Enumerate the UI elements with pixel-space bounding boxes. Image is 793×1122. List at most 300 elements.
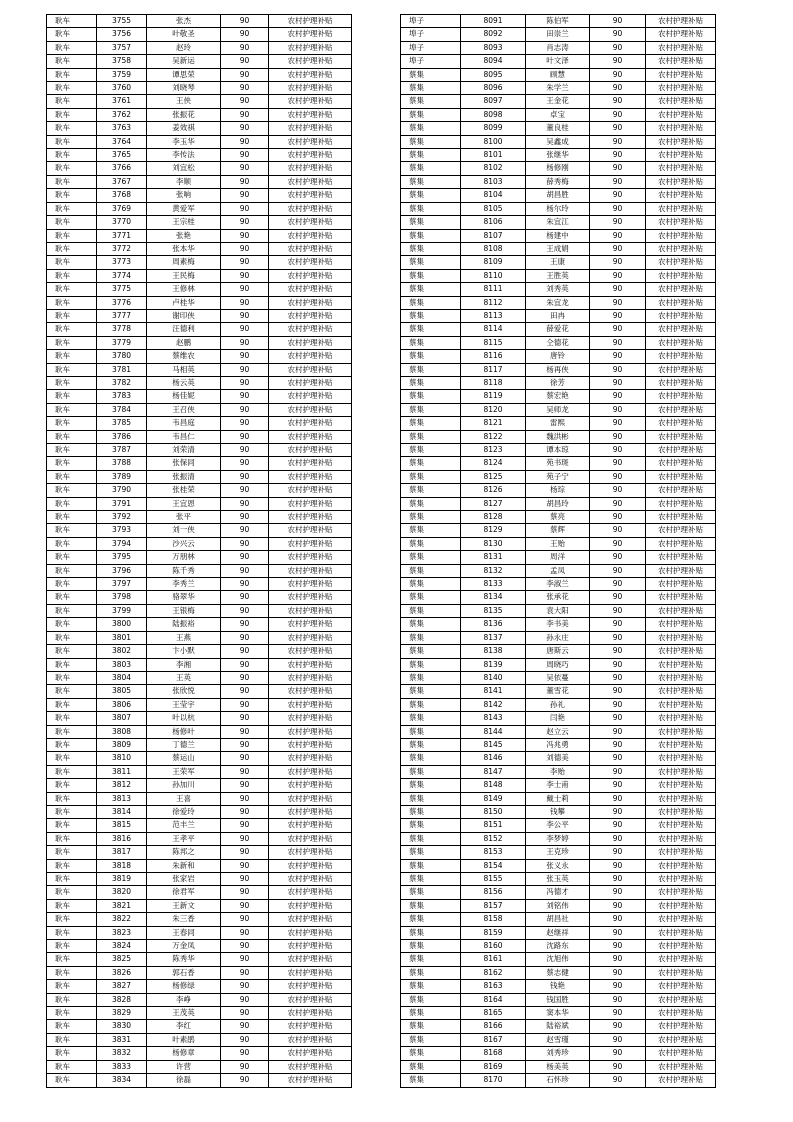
table-row xyxy=(47,390,352,403)
serial-number-cell: 8097 xyxy=(461,95,526,108)
subsidy-type-cell: 农村护理补贴 xyxy=(646,980,716,993)
table-row xyxy=(47,993,352,1006)
subsidy-type-cell: 农村护理补贴 xyxy=(269,189,352,202)
serial-number-cell: 8165 xyxy=(461,1007,526,1020)
amount-cell: 90 xyxy=(221,1047,269,1060)
serial-number-cell: 8131 xyxy=(461,551,526,564)
town-cell: 耿车 xyxy=(47,283,97,296)
town-cell: 蔡集 xyxy=(401,805,461,818)
subsidy-type-cell: 农村护理补贴 xyxy=(269,671,352,684)
name-cell: 李峥 xyxy=(147,993,221,1006)
name-cell: 王宗桂 xyxy=(147,216,221,229)
serial-number-cell: 8166 xyxy=(461,1020,526,1033)
town-cell: 蔡集 xyxy=(401,1007,461,1020)
name-cell: 杨佳妮 xyxy=(147,390,221,403)
table-row xyxy=(47,269,352,282)
town-cell: 耿车 xyxy=(47,1020,97,1033)
serial-number-cell: 8112 xyxy=(461,296,526,309)
subsidy-type-cell: 农村护理补贴 xyxy=(269,457,352,470)
name-cell: 刘晓琴 xyxy=(147,82,221,95)
serial-number-cell: 8126 xyxy=(461,484,526,497)
name-cell: 韦昌仁 xyxy=(147,430,221,443)
table-row xyxy=(47,350,352,363)
amount-cell: 90 xyxy=(221,444,269,457)
amount-cell: 90 xyxy=(221,242,269,255)
town-cell: 蔡集 xyxy=(401,1033,461,1046)
name-cell: 万金凤 xyxy=(147,940,221,953)
subsidy-type-cell: 农村护理补贴 xyxy=(269,269,352,282)
table-row xyxy=(47,336,352,349)
table-row xyxy=(47,135,352,148)
name-cell: 丁德兰 xyxy=(147,738,221,751)
subsidy-type-cell: 农村护理补贴 xyxy=(269,698,352,711)
serial-number-cell: 8155 xyxy=(461,873,526,886)
subsidy-type-cell: 农村护理补贴 xyxy=(646,725,716,738)
name-cell: 叶敬圣 xyxy=(147,28,221,41)
table-row xyxy=(401,832,716,845)
table-row xyxy=(47,752,352,765)
name-cell: 蔡运山 xyxy=(147,752,221,765)
name-cell: 苑子宁 xyxy=(526,470,590,483)
subsidy-type-cell: 农村护理补贴 xyxy=(646,738,716,751)
serial-number-cell: 3798 xyxy=(97,591,147,604)
serial-number-cell: 8095 xyxy=(461,68,526,81)
name-cell: 陈秀华 xyxy=(147,953,221,966)
table-row xyxy=(47,524,352,537)
table-row xyxy=(47,1020,352,1033)
name-cell: 张保同 xyxy=(147,457,221,470)
table-row xyxy=(401,618,716,631)
town-cell: 耿车 xyxy=(47,376,97,389)
subsidy-type-cell: 农村护理补贴 xyxy=(646,68,716,81)
name-cell: 杨美英 xyxy=(526,1060,590,1073)
name-cell: 黄爱军 xyxy=(147,202,221,215)
serial-number-cell: 3793 xyxy=(97,524,147,537)
name-cell: 沈旭伟 xyxy=(526,953,590,966)
subsidy-type-cell: 农村护理补贴 xyxy=(269,95,352,108)
name-cell: 田崇兰 xyxy=(526,28,590,41)
amount-cell: 90 xyxy=(221,256,269,269)
subsidy-type-cell: 农村护理补贴 xyxy=(269,993,352,1006)
subsidy-type-cell: 农村护理补贴 xyxy=(269,497,352,510)
table-row xyxy=(401,470,716,483)
town-cell: 耿车 xyxy=(47,591,97,604)
name-cell: 王新文 xyxy=(147,899,221,912)
table-row xyxy=(401,1047,716,1060)
table-row xyxy=(47,832,352,845)
name-cell: 蔡宏艳 xyxy=(526,390,590,403)
table-row xyxy=(401,162,716,175)
serial-number-cell: 8111 xyxy=(461,283,526,296)
name-cell: 徐君军 xyxy=(147,886,221,899)
amount-cell: 90 xyxy=(221,819,269,832)
subsidy-type-cell: 农村护理补贴 xyxy=(646,403,716,416)
name-cell: 周洋 xyxy=(526,551,590,564)
subsidy-type-cell: 农村护理补贴 xyxy=(269,631,352,644)
town-cell: 耿车 xyxy=(47,175,97,188)
town-cell: 耿车 xyxy=(47,712,97,725)
amount-cell: 90 xyxy=(221,1074,269,1087)
town-cell: 蔡集 xyxy=(401,1060,461,1073)
table-row xyxy=(47,645,352,658)
subsidy-type-cell: 农村护理补贴 xyxy=(269,738,352,751)
serial-number-cell: 8120 xyxy=(461,403,526,416)
amount-cell: 90 xyxy=(590,189,646,202)
amount-cell: 90 xyxy=(221,832,269,845)
amount-cell: 90 xyxy=(590,216,646,229)
town-cell: 蔡集 xyxy=(401,336,461,349)
table-row xyxy=(401,779,716,792)
serial-number-cell: 3791 xyxy=(97,497,147,510)
name-cell: 张桂荣 xyxy=(147,484,221,497)
amount-cell: 90 xyxy=(221,564,269,577)
table-row xyxy=(401,926,716,939)
subsidy-type-cell: 农村护理补贴 xyxy=(646,832,716,845)
town-cell: 耿车 xyxy=(47,417,97,430)
serial-number-cell: 3823 xyxy=(97,926,147,939)
table-row xyxy=(47,283,352,296)
serial-number-cell: 3833 xyxy=(97,1060,147,1073)
amount-cell: 90 xyxy=(590,524,646,537)
subsidy-type-cell: 农村护理补贴 xyxy=(646,457,716,470)
table-row xyxy=(401,68,716,81)
town-cell: 耿车 xyxy=(47,980,97,993)
town-cell: 耿车 xyxy=(47,698,97,711)
name-cell: 李红 xyxy=(147,1020,221,1033)
amount-cell: 90 xyxy=(590,913,646,926)
town-cell: 耿车 xyxy=(47,671,97,684)
subsidy-type-cell: 农村护理补贴 xyxy=(646,913,716,926)
subsidy-type-cell: 农村护理补贴 xyxy=(269,511,352,524)
town-cell: 耿车 xyxy=(47,913,97,926)
name-cell: 张义永 xyxy=(526,859,590,872)
serial-number-cell: 3810 xyxy=(97,752,147,765)
serial-number-cell: 3761 xyxy=(97,95,147,108)
name-cell: 叶文泽 xyxy=(526,55,590,68)
town-cell: 蔡集 xyxy=(401,926,461,939)
town-cell: 耿车 xyxy=(47,350,97,363)
subsidy-type-cell: 农村护理补贴 xyxy=(269,484,352,497)
right-table-body xyxy=(401,15,716,1088)
name-cell: 张家岩 xyxy=(147,873,221,886)
serial-number-cell: 8150 xyxy=(461,805,526,818)
town-cell: 蔡集 xyxy=(401,135,461,148)
serial-number-cell: 8129 xyxy=(461,524,526,537)
amount-cell: 90 xyxy=(221,175,269,188)
serial-number-cell: 3826 xyxy=(97,966,147,979)
table-row xyxy=(47,242,352,255)
amount-cell: 90 xyxy=(221,805,269,818)
name-cell: 王克珍 xyxy=(526,846,590,859)
serial-number-cell: 3767 xyxy=(97,175,147,188)
town-cell: 蔡集 xyxy=(401,376,461,389)
table-row xyxy=(401,216,716,229)
town-cell: 蔡集 xyxy=(401,698,461,711)
amount-cell: 90 xyxy=(590,591,646,604)
town-cell: 蔡集 xyxy=(401,819,461,832)
amount-cell: 90 xyxy=(590,256,646,269)
town-cell: 蔡集 xyxy=(401,1074,461,1087)
name-cell: 孙礼 xyxy=(526,698,590,711)
subsidy-type-cell: 农村护理补贴 xyxy=(269,899,352,912)
name-cell: 胡昌胜 xyxy=(526,189,590,202)
subsidy-type-cell: 农村护理补贴 xyxy=(646,444,716,457)
subsidy-type-cell: 农村护理补贴 xyxy=(646,149,716,162)
name-cell: 杨琮 xyxy=(526,484,590,497)
amount-cell: 90 xyxy=(221,698,269,711)
town-cell: 耿车 xyxy=(47,537,97,550)
town-cell: 耿车 xyxy=(47,95,97,108)
town-cell: 耿车 xyxy=(47,832,97,845)
town-cell: 埠子 xyxy=(401,28,461,41)
table-row xyxy=(47,551,352,564)
serial-number-cell: 8116 xyxy=(461,350,526,363)
town-cell: 耿车 xyxy=(47,953,97,966)
serial-number-cell: 3755 xyxy=(97,15,147,28)
name-cell: 谭本琼 xyxy=(526,444,590,457)
subsidy-type-cell: 农村护理补贴 xyxy=(269,135,352,148)
town-cell: 耿车 xyxy=(47,511,97,524)
serial-number-cell: 8135 xyxy=(461,604,526,617)
town-cell: 蔡集 xyxy=(401,256,461,269)
name-cell: 刘荣清 xyxy=(147,444,221,457)
serial-number-cell: 3825 xyxy=(97,953,147,966)
serial-number-cell: 8094 xyxy=(461,55,526,68)
name-cell: 闫艳 xyxy=(526,712,590,725)
subsidy-type-cell: 农村护理补贴 xyxy=(269,1074,352,1087)
table-row xyxy=(401,658,716,671)
name-cell: 王莹宇 xyxy=(147,698,221,711)
table-row xyxy=(47,68,352,81)
amount-cell: 90 xyxy=(221,417,269,430)
table-row xyxy=(47,899,352,912)
table-row xyxy=(47,82,352,95)
serial-number-cell: 3762 xyxy=(97,108,147,121)
town-cell: 耿车 xyxy=(47,28,97,41)
name-cell: 魏洪彬 xyxy=(526,430,590,443)
serial-number-cell: 8151 xyxy=(461,819,526,832)
table-row xyxy=(47,805,352,818)
amount-cell: 90 xyxy=(221,55,269,68)
serial-number-cell: 8167 xyxy=(461,1033,526,1046)
subsidy-type-cell: 农村护理补贴 xyxy=(646,108,716,121)
name-cell: 卓宝 xyxy=(526,108,590,121)
town-cell: 耿车 xyxy=(47,216,97,229)
subsidy-type-cell: 农村护理补贴 xyxy=(646,417,716,430)
name-cell: 孙永庄 xyxy=(526,631,590,644)
name-cell: 戴士莉 xyxy=(526,792,590,805)
table-row xyxy=(401,980,716,993)
town-cell: 耿车 xyxy=(47,658,97,671)
amount-cell: 90 xyxy=(221,591,269,604)
serial-number-cell: 8124 xyxy=(461,457,526,470)
table-row xyxy=(47,175,352,188)
serial-number-cell: 3832 xyxy=(97,1047,147,1060)
name-cell: 肖志涛 xyxy=(526,41,590,54)
town-cell: 耿车 xyxy=(47,752,97,765)
table-row xyxy=(401,296,716,309)
town-cell: 蔡集 xyxy=(401,725,461,738)
town-cell: 耿车 xyxy=(47,765,97,778)
amount-cell: 90 xyxy=(221,1060,269,1073)
town-cell: 蔡集 xyxy=(401,309,461,322)
amount-cell: 90 xyxy=(221,403,269,416)
name-cell: 唐斯云 xyxy=(526,645,590,658)
subsidy-type-cell: 农村护理补贴 xyxy=(269,658,352,671)
serial-number-cell: 8145 xyxy=(461,738,526,751)
subsidy-type-cell: 农村护理补贴 xyxy=(269,390,352,403)
serial-number-cell: 3813 xyxy=(97,792,147,805)
subsidy-type-cell: 农村护理补贴 xyxy=(646,484,716,497)
amount-cell: 90 xyxy=(590,283,646,296)
subsidy-type-cell: 农村护理补贴 xyxy=(269,712,352,725)
name-cell: 陆裕斌 xyxy=(526,1020,590,1033)
subsidy-type-cell: 农村护理补贴 xyxy=(646,122,716,135)
table-row xyxy=(401,886,716,899)
subsidy-type-cell: 农村护理补贴 xyxy=(646,256,716,269)
subsidy-type-cell: 农村护理补贴 xyxy=(646,886,716,899)
amount-cell: 90 xyxy=(221,363,269,376)
town-cell: 耿车 xyxy=(47,82,97,95)
right-subsidy-table xyxy=(400,14,716,1088)
town-cell: 耿车 xyxy=(47,966,97,979)
amount-cell: 90 xyxy=(221,899,269,912)
name-cell: 陈伯军 xyxy=(526,15,590,28)
subsidy-type-cell: 农村护理补贴 xyxy=(646,846,716,859)
town-cell: 耿车 xyxy=(47,309,97,322)
amount-cell: 90 xyxy=(221,309,269,322)
table-row xyxy=(47,41,352,54)
name-cell: 王修林 xyxy=(147,283,221,296)
name-cell: 李书美 xyxy=(526,618,590,631)
serial-number-cell: 8169 xyxy=(461,1060,526,1073)
town-cell: 蔡集 xyxy=(401,846,461,859)
subsidy-type-cell: 农村护理补贴 xyxy=(646,376,716,389)
serial-number-cell: 8121 xyxy=(461,417,526,430)
name-cell: 叶素鹃 xyxy=(147,1033,221,1046)
subsidy-type-cell: 农村护理补贴 xyxy=(269,350,352,363)
serial-number-cell: 8149 xyxy=(461,792,526,805)
town-cell: 耿车 xyxy=(47,886,97,899)
town-cell: 耿车 xyxy=(47,631,97,644)
name-cell: 刘宜松 xyxy=(147,162,221,175)
amount-cell: 90 xyxy=(221,149,269,162)
name-cell: 马相英 xyxy=(147,363,221,376)
amount-cell: 90 xyxy=(221,993,269,1006)
amount-cell: 90 xyxy=(590,497,646,510)
table-row xyxy=(401,189,716,202)
town-cell: 耿车 xyxy=(47,899,97,912)
name-cell: 李传法 xyxy=(147,149,221,162)
name-cell: 张欣悦 xyxy=(147,685,221,698)
name-cell: 朱三香 xyxy=(147,913,221,926)
subsidy-type-cell: 农村护理补贴 xyxy=(269,256,352,269)
subsidy-type-cell: 农村护理补贴 xyxy=(646,631,716,644)
name-cell: 王春同 xyxy=(147,926,221,939)
subsidy-type-cell: 农村护理补贴 xyxy=(269,470,352,483)
town-cell: 耿车 xyxy=(47,122,97,135)
amount-cell: 90 xyxy=(590,618,646,631)
name-cell: 王侠 xyxy=(147,95,221,108)
serial-number-cell: 3792 xyxy=(97,511,147,524)
table-row xyxy=(47,108,352,121)
town-cell: 耿车 xyxy=(47,484,97,497)
name-cell: 陈千秀 xyxy=(147,564,221,577)
serial-number-cell: 3814 xyxy=(97,805,147,818)
subsidy-type-cell: 农村护理补贴 xyxy=(646,712,716,725)
town-cell: 蔡集 xyxy=(401,792,461,805)
name-cell: 陈邦之 xyxy=(147,846,221,859)
amount-cell: 90 xyxy=(590,578,646,591)
town-cell: 蔡集 xyxy=(401,631,461,644)
subsidy-type-cell: 农村护理补贴 xyxy=(269,886,352,899)
table-row xyxy=(47,671,352,684)
table-row xyxy=(47,95,352,108)
table-row xyxy=(47,698,352,711)
name-cell: 杨云英 xyxy=(147,376,221,389)
table-row xyxy=(401,752,716,765)
name-cell: 张承花 xyxy=(526,591,590,604)
amount-cell: 90 xyxy=(221,524,269,537)
name-cell: 王银梅 xyxy=(147,604,221,617)
amount-cell: 90 xyxy=(221,859,269,872)
serial-number-cell: 3785 xyxy=(97,417,147,430)
amount-cell: 90 xyxy=(221,779,269,792)
table-row xyxy=(47,940,352,953)
table-row xyxy=(47,457,352,470)
town-cell: 耿车 xyxy=(47,135,97,148)
town-cell: 蔡集 xyxy=(401,202,461,215)
subsidy-type-cell: 农村护理补贴 xyxy=(646,309,716,322)
table-row xyxy=(401,497,716,510)
serial-number-cell: 8104 xyxy=(461,189,526,202)
serial-number-cell: 8170 xyxy=(461,1074,526,1087)
subsidy-type-cell: 农村护理补贴 xyxy=(269,524,352,537)
table-row xyxy=(401,953,716,966)
town-cell: 蔡集 xyxy=(401,913,461,926)
serial-number-cell: 3759 xyxy=(97,68,147,81)
table-row xyxy=(401,336,716,349)
amount-cell: 90 xyxy=(590,779,646,792)
table-row xyxy=(401,444,716,457)
table-row xyxy=(47,725,352,738)
serial-number-cell: 8148 xyxy=(461,779,526,792)
amount-cell: 90 xyxy=(221,631,269,644)
serial-number-cell: 3808 xyxy=(97,725,147,738)
subsidy-type-cell: 农村护理补贴 xyxy=(269,162,352,175)
amount-cell: 90 xyxy=(590,725,646,738)
table-row xyxy=(47,537,352,550)
amount-cell: 90 xyxy=(221,966,269,979)
serial-number-cell: 8164 xyxy=(461,993,526,1006)
serial-number-cell: 3829 xyxy=(97,1007,147,1020)
amount-cell: 90 xyxy=(221,457,269,470)
table-row xyxy=(401,993,716,1006)
serial-number-cell: 8152 xyxy=(461,832,526,845)
subsidy-type-cell: 农村护理补贴 xyxy=(269,323,352,336)
serial-number-cell: 3779 xyxy=(97,336,147,349)
amount-cell: 90 xyxy=(221,336,269,349)
town-cell: 埠子 xyxy=(401,41,461,54)
serial-number-cell: 8162 xyxy=(461,966,526,979)
subsidy-type-cell: 农村护理补贴 xyxy=(269,1007,352,1020)
town-cell: 耿车 xyxy=(47,792,97,805)
name-cell: 苑书斑 xyxy=(526,457,590,470)
town-cell: 蔡集 xyxy=(401,537,461,550)
subsidy-type-cell: 农村护理补贴 xyxy=(269,1047,352,1060)
serial-number-cell: 3809 xyxy=(97,738,147,751)
subsidy-type-cell: 农村护理补贴 xyxy=(646,511,716,524)
